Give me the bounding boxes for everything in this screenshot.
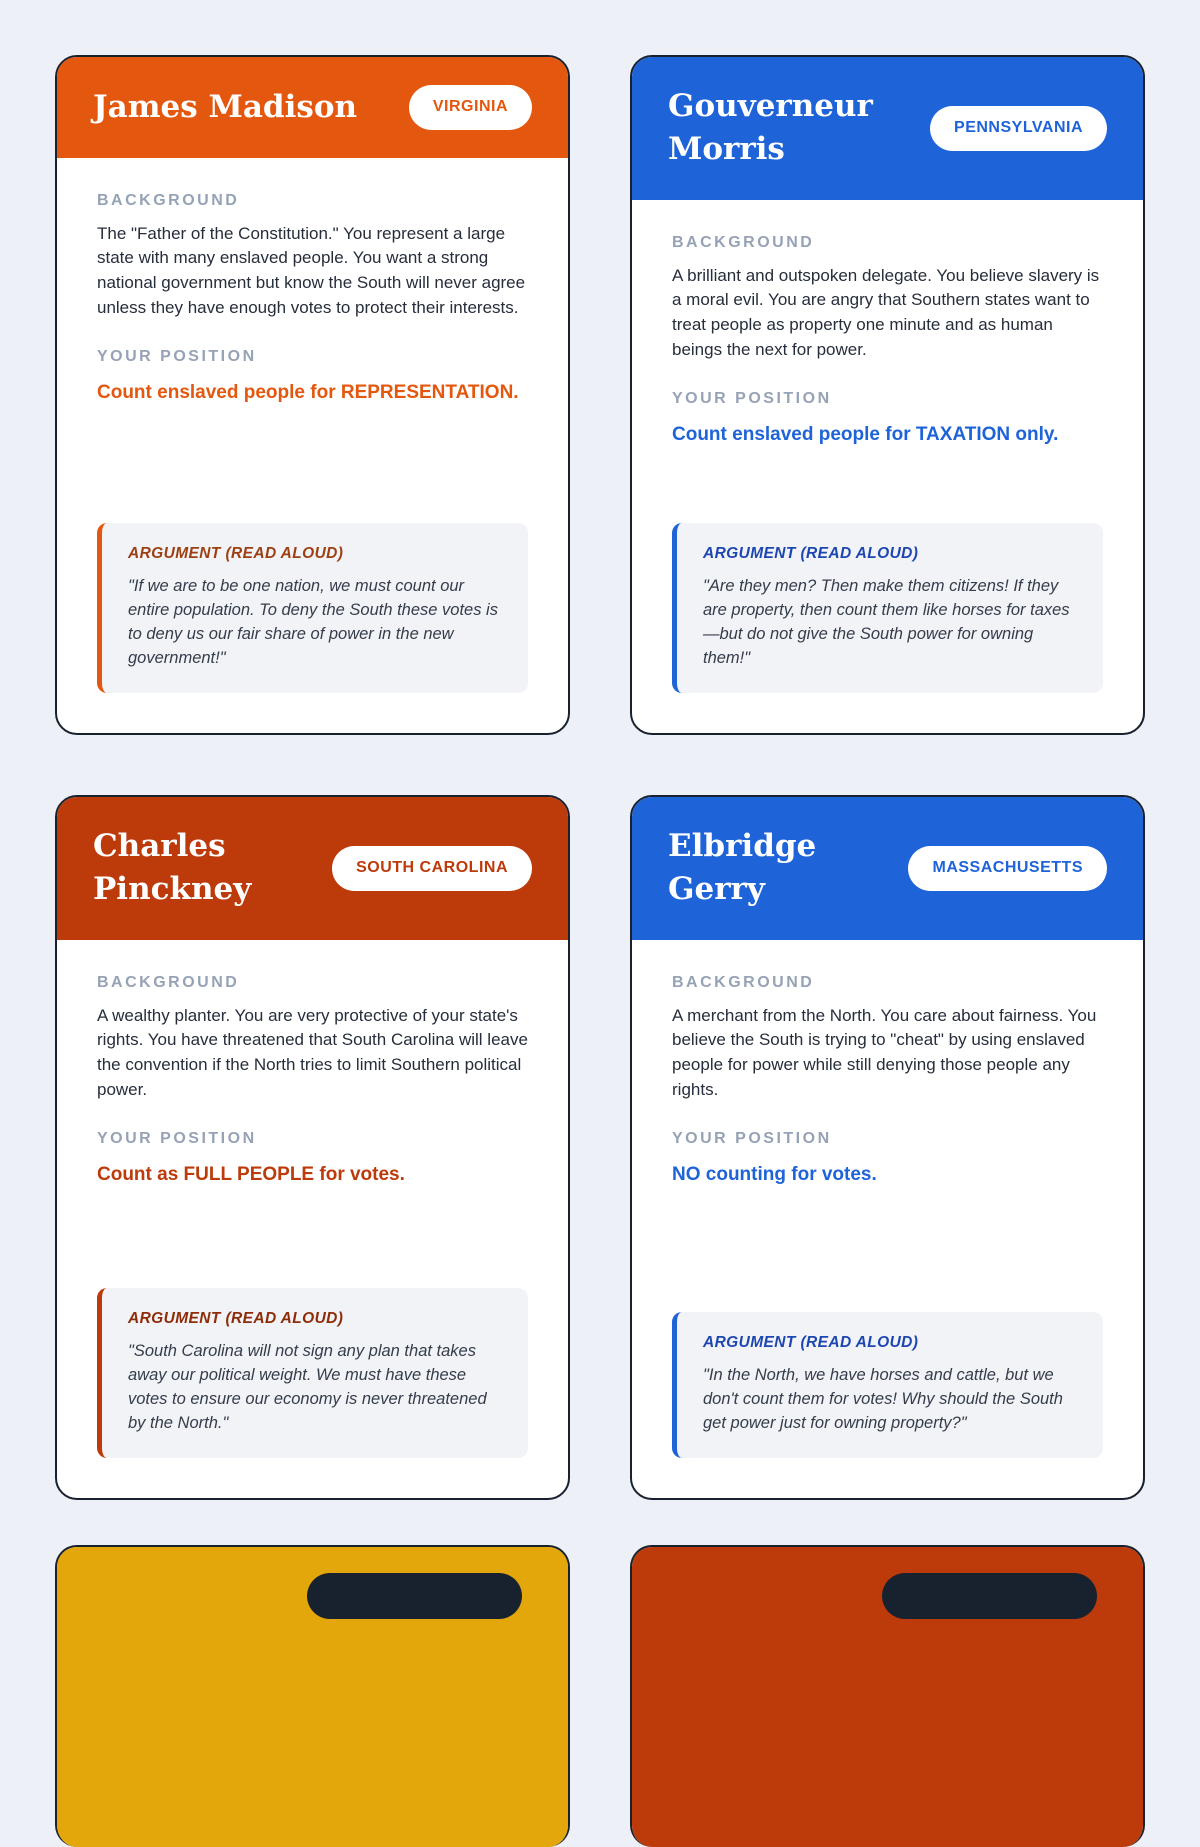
position-text: Count as FULL PEOPLE for votes.	[97, 1164, 405, 1186]
argument-box	[97, 523, 528, 693]
position-label: YOUR POSITION	[97, 348, 257, 366]
delegate-name: Elbridge Gerry	[668, 828, 817, 908]
role-card-charles-pinckney	[55, 795, 570, 1500]
state-badge: SOUTH CAROLINA	[332, 846, 532, 891]
argument-box	[672, 1312, 1103, 1458]
background-label: BACKGROUND	[672, 233, 815, 251]
background-text: The "Father of the Constitution." You represent a large state with many enslaved people. You want a strong national government but know the South will never agree unless they have enough votes to protect their interests.	[97, 223, 526, 317]
argument-quote: "Are they men? Then make them citizens! If they are property, then count them like horses for taxes—but do not give the South power for owning them!"	[703, 577, 1070, 668]
background-label: BACKGROUND	[97, 973, 240, 991]
argument-quote: "South Carolina will not sign any plan that takes away our political weight. We must have these votes to ensure our economy is never threatened by the North."	[128, 1342, 487, 1433]
argument-label: ARGUMENT (READ ALOUD)	[128, 545, 344, 563]
state-badge: PENNSYLVANIA	[930, 106, 1107, 151]
delegate-name: Charles Pinckney	[93, 828, 252, 908]
background-label: BACKGROUND	[672, 973, 815, 991]
card-header	[632, 797, 1143, 940]
position-text: Count enslaved people for TAXATION only.	[672, 424, 1059, 446]
card-header	[57, 57, 568, 158]
position-text: NO counting for votes.	[672, 1164, 877, 1186]
card-header	[57, 1547, 568, 1847]
card-header	[57, 797, 568, 940]
argument-label: ARGUMENT (READ ALOUD)	[703, 545, 919, 563]
background-label: BACKGROUND	[97, 191, 240, 209]
background-text: A brilliant and outspoken delegate. You believe slavery is a moral evil. You are angry that Southern states want to treat people as property one minute and as human beings the next for power.	[672, 265, 1100, 359]
card-body	[57, 158, 568, 733]
position-label: YOUR POSITION	[97, 1130, 257, 1148]
role-card-partial-yellow	[55, 1545, 570, 1847]
role-card-gouverneur-morris	[630, 55, 1145, 735]
role-card-elbridge-gerry	[630, 795, 1145, 1500]
state-badge	[307, 1573, 522, 1619]
argument-box	[97, 1288, 528, 1458]
card-header	[632, 1547, 1143, 1847]
state-badge: MASSACHUSETTS	[908, 846, 1107, 891]
card-body	[632, 940, 1143, 1498]
argument-box	[672, 523, 1103, 693]
card-header	[632, 57, 1143, 200]
position-label: YOUR POSITION	[672, 1130, 832, 1148]
argument-quote: "In the North, we have horses and cattle, but we don't count them for votes! Why should the South get power just for owning property?"	[703, 1366, 1063, 1433]
argument-label: ARGUMENT (READ ALOUD)	[703, 1334, 919, 1352]
background-text: A wealthy planter. You are very protective of your state's rights. You have threatened that South Carolina will leave the convention if the North tries to limit Southern political power.	[97, 1005, 528, 1099]
delegate-name: Gouverneur Morris	[668, 88, 873, 168]
card-body	[57, 940, 568, 1498]
role-card-partial-rust	[630, 1545, 1145, 1847]
position-text: Count enslaved people for REPRESENTATION.	[97, 382, 519, 404]
argument-quote: "If we are to be one nation, we must count our entire population. To deny the South these votes is to deny us our fair share of power in the new government!"	[128, 577, 498, 668]
delegate-name: James Madison	[93, 88, 358, 125]
background-text: A merchant from the North. You care about fairness. You believe the South is trying to "cheat" by using enslaved people for power while still denying those people any rights.	[672, 1005, 1097, 1099]
argument-label: ARGUMENT (READ ALOUD)	[128, 1310, 344, 1328]
role-card-james-madison	[55, 55, 570, 735]
card-body	[632, 200, 1143, 733]
state-badge	[882, 1573, 1097, 1619]
state-badge: VIRGINIA	[409, 85, 532, 130]
role-cards-grid-partial	[0, 1500, 1200, 1847]
position-label: YOUR POSITION	[672, 390, 832, 408]
